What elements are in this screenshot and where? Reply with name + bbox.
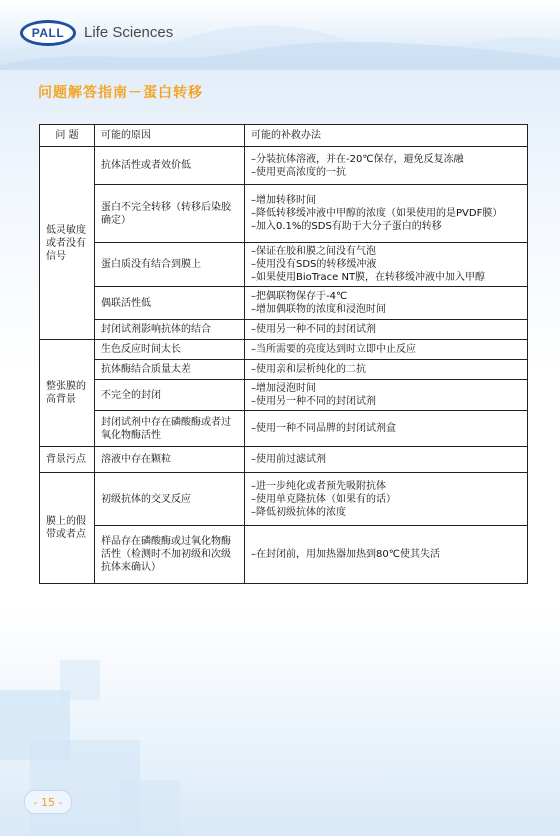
table-header-row: [40, 125, 528, 147]
cause-cell: 溶液中存在颗粒: [95, 447, 245, 473]
problem-cell: 整张膜的高背景: [40, 340, 95, 447]
table-row: [40, 320, 528, 340]
remedy-cell: –使用一种不同品牌的封闭试剂盒: [245, 411, 528, 447]
cause-cell: 抗体活性或者效价低: [95, 147, 245, 185]
table-row: [40, 185, 528, 243]
remedy-cell: –增加浸泡时间 –使用另一种不同的封闭试剂: [245, 380, 528, 411]
table-row: [40, 287, 528, 320]
header-remedy: 可能的补救办法: [245, 125, 528, 147]
cause-cell: 蛋白不完全转移（转移后染胶确定）: [95, 185, 245, 243]
remedy-cell: –使用前过滤试剂: [245, 447, 528, 473]
remedy-cell: –使用另一种不同的封闭试剂: [245, 320, 528, 340]
decor-square: [60, 660, 100, 700]
table-row: [40, 380, 528, 411]
table-row: [40, 243, 528, 287]
table-row: [40, 526, 528, 584]
table-row: [40, 340, 528, 360]
cause-cell: 偶联活性低: [95, 287, 245, 320]
cause-cell: 生色反应时间太长: [95, 340, 245, 360]
problem-cell: 背景污点: [40, 447, 95, 473]
brand-name: Life Sciences: [84, 24, 174, 41]
cause-cell: 抗体酶结合质量太差: [95, 360, 245, 380]
table-row: [40, 147, 528, 185]
cause-cell: 不完全的封闭: [95, 380, 245, 411]
page-number: - 15 -: [24, 790, 72, 814]
remedy-cell: –在封闭前，用加热器加热到80℃使其失活: [245, 526, 528, 584]
table-row: [40, 411, 528, 447]
remedy-cell: –增加转移时间 –降低转移缓冲液中甲醇的浓度（如果使用的是PVDF膜） –加入0.1%的SDS有助于大分子蛋白的转移: [245, 185, 528, 243]
table-row: [40, 360, 528, 380]
header-cause: 可能的原因: [95, 125, 245, 147]
table-body: [40, 147, 528, 584]
pall-logo: [20, 20, 76, 46]
remedy-cell: –把偶联物保存于-4℃ –增加偶联物的浓度和浸泡时间: [245, 287, 528, 320]
remedy-cell: –进一步纯化或者预先吸附抗体 –使用单克隆抗体（如果有的话） –降低初级抗体的浓度: [245, 473, 528, 526]
remedy-cell: –当所需要的亮度达到时立即中止反应: [245, 340, 528, 360]
problem-cell: 低灵敏度或者没有信号: [40, 147, 95, 340]
header-problem: 问 题: [40, 125, 95, 147]
table-row: [40, 473, 528, 526]
decor-square: [120, 780, 180, 836]
cause-cell: 封闭试剂影响抗体的结合: [95, 320, 245, 340]
remedy-cell: –保证在胶和膜之间没有气泡 –使用没有SDS的转移缓冲液 –如果使用BioTrace NT膜，在转移缓冲液中加入甲醇: [245, 243, 528, 287]
troubleshooting-table: [39, 124, 528, 584]
logo-text: PALL: [31, 26, 65, 40]
problem-cell: 膜上的假带或者点: [40, 473, 95, 584]
cause-cell: 蛋白质没有结合到膜上: [95, 243, 245, 287]
remedy-cell: –使用亲和层析纯化的二抗: [245, 360, 528, 380]
remedy-cell: –分装抗体溶液，并在-20℃保存，避免反复冻融 –使用更高浓度的一抗: [245, 147, 528, 185]
page-title: 问题解答指南－蛋白转移: [38, 85, 203, 101]
cause-cell: 样品存在磷酸酶或过氧化物酶活性（检测时不加初级和次级抗体来确认）: [95, 526, 245, 584]
cause-cell: 封闭试剂中存在磷酸酶或者过氧化物酶活性: [95, 411, 245, 447]
cause-cell: 初级抗体的交叉反应: [95, 473, 245, 526]
table-row: [40, 447, 528, 473]
